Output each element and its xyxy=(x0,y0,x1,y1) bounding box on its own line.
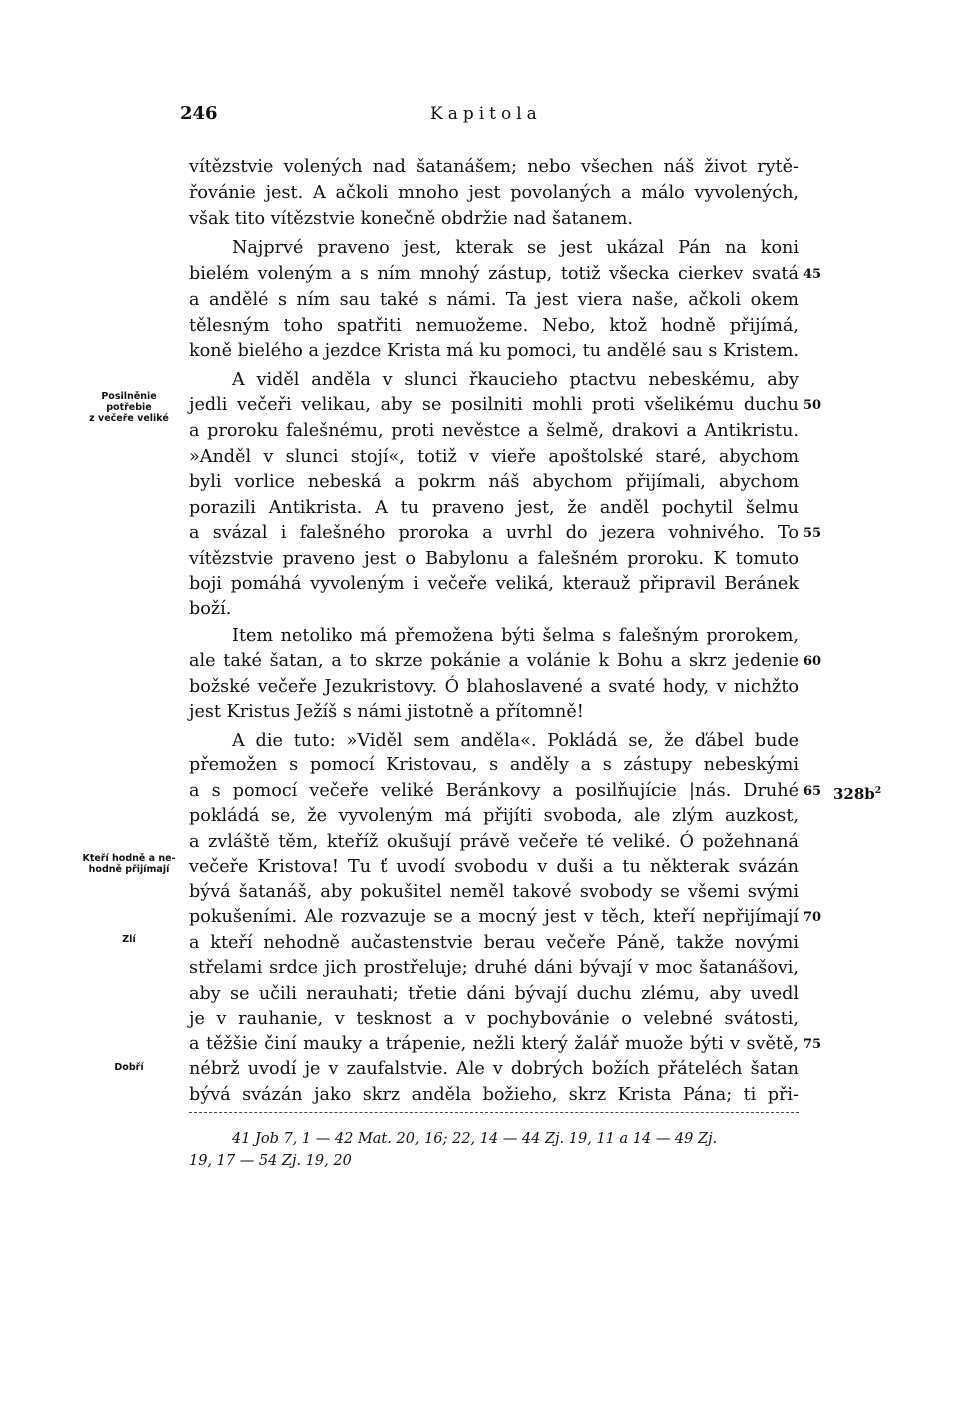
text-line: nébrž uvodí je v zaufalstvie. Ale v dobrých božích přáteléch šatan xyxy=(189,1059,799,1079)
text-line: a s pomocí večeře veliké Beránkovy a posilňujície |nás. Druhé xyxy=(189,781,799,801)
text-line: pokušeními. Ale rozvazuje se a mocný jest v těch, kteří nepřijímají xyxy=(189,907,799,927)
folio-number: 328b xyxy=(833,785,875,803)
text-line: je v rauhanie, v tesknost a v pochybovánie o velebné svátosti, xyxy=(189,1009,799,1029)
page-number: 246 xyxy=(180,103,218,124)
text-line: koně bielého a jezdce Krista má ku pomoci, tu andělé sau s Kristem. xyxy=(189,341,799,361)
text-line: bývá šatanáš, aby pokušitel neměl takové svobody se všemi svými xyxy=(189,882,799,902)
text-line: a těžšie činí mauky a trápenie, nežli který žalář muože býti v světě, xyxy=(189,1034,799,1054)
margin-note-line: Dobří xyxy=(114,1062,144,1073)
text-line: však tito vítězstvie konečně obdržie nad šatanem. xyxy=(189,209,634,229)
text-line: byli vorlice nebeská a pokrm náš abychom přijímali, abychom xyxy=(189,472,799,492)
text-line: boží. xyxy=(189,599,232,619)
text-line: boji pomáhá vyvoleným i večeře veliká, kterauž připravil Beránek xyxy=(189,574,799,594)
line-number: 75 xyxy=(803,1037,822,1052)
text-line: ale také šatan, a to skrze pokánie a volánie k Bohu a skrz jedenie xyxy=(189,651,799,671)
margin-note-line: z večeře veliké xyxy=(89,413,169,424)
margin-note-recipients xyxy=(76,853,182,875)
text-line: A viděl anděla v slunci řkaucieho ptactvu nebeskému, aby xyxy=(232,370,799,390)
margin-note-line: potřebie xyxy=(106,402,152,413)
chapter-title: Kapitola xyxy=(430,104,542,124)
text-line: řovánie jest. A ačkoli mnoho jest povolaných a málo vyvolených, xyxy=(189,183,799,203)
margin-note-line: Zlí xyxy=(122,934,136,945)
text-line: Item netoliko má přemožena býti šelma s falešným prorokem, xyxy=(232,626,799,646)
margin-note-evil xyxy=(76,934,182,945)
margin-note-strengthening xyxy=(76,391,182,424)
margin-note-line: hodně přijímají xyxy=(88,864,170,875)
footnote-line: 41 Job 7, 1 — 42 Mat. 20, 16; 22, 14 — 44 Zj. 19, 11 a 14 — 49 Zj. xyxy=(232,1131,718,1147)
text-line: bielém voleným a s ním mnohý zástup, totiž všecka cierkev svatá xyxy=(189,264,799,284)
margin-note-good xyxy=(76,1062,182,1073)
text-line: a proroku falešnému, proti nevěstce a šelmě, drakovi a Antikristu. xyxy=(189,421,799,441)
footnote-divider xyxy=(189,1112,799,1113)
text-line: aby se učili nerauhati; třetie dáni bývají duchu zlému, aby uvedl xyxy=(189,984,799,1004)
text-line: božské večeře Jezukristovy. Ó blahoslavené a svaté hody, v nichžto xyxy=(189,677,799,697)
footnote-line: 19, 17 — 54 Zj. 19, 20 xyxy=(189,1153,352,1169)
line-number: 70 xyxy=(803,910,822,925)
line-number: 65 xyxy=(803,784,822,799)
text-line: střelami srdce jich prostřeluje; druhé dáni bývají v moc šatanášovi, xyxy=(189,958,799,978)
folio-reference xyxy=(833,778,881,807)
text-line: »Anděl v slunci stojí«, totiž v vieře apoštolské staré, abychom xyxy=(189,447,799,467)
text-line: a svázal i falešného proroka a uvrhl do jezera vohnivého. To xyxy=(189,523,799,543)
text-line: a kteří nehodně aučastenstvie berau večeře Páně, takže novými xyxy=(189,933,799,953)
text-line: přemožen s pomocí Kristovau, s anděly a s zástupy nebeskými xyxy=(189,755,799,775)
text-line: pokládá se, že vyvoleným má přijíti svoboda, ale zlým auzkost, xyxy=(189,806,799,826)
text-line: porazili Antikrista. A tu praveno jest, že anděl pochytil šelmu xyxy=(189,498,799,518)
folio-superscript: 2 xyxy=(874,786,882,796)
line-number: 60 xyxy=(803,654,822,669)
margin-note-line: Kteří hodně a ne- xyxy=(82,853,176,864)
line-number: 55 xyxy=(803,526,822,541)
text-line: Najprvé praveno jest, kterak se jest ukázal Pán na koni xyxy=(232,238,799,258)
text-line: vítězstvie praveno jest o Babylonu a falešném proroku. K tomuto xyxy=(189,549,799,569)
text-line: jest Kristus Ježíš s námi jistotně a přítomně! xyxy=(189,702,584,722)
text-line: večeře Kristova! Tu ť uvodí svobodu v duši a tu některak svázán xyxy=(189,857,799,877)
text-line: bývá svázán jako skrz anděla božieho, skrz Krista Pána; ti při- xyxy=(189,1085,799,1105)
text-line: A die tuto: »Viděl sem anděla«. Pokládá se, že ďábel bude xyxy=(232,731,799,751)
text-line: a andělé s ním sau také s námi. Ta jest viera naše, ačkoli okem xyxy=(189,290,799,310)
line-number: 45 xyxy=(803,267,822,282)
text-line: tělesným toho spatřiti nemuožeme. Nebo, ktož hodně přijímá, xyxy=(189,316,799,336)
text-line: vítězstvie volených nad šatanášem; nebo všechen náš život rytě- xyxy=(189,157,799,177)
text-line: jedli večeři velikau, aby se posilniti mohli proti všelikému duchu xyxy=(189,395,799,415)
text-line: a zvláště těm, kteříž okušují právě večeře té veliké. Ó požehnaná xyxy=(189,832,799,852)
line-number: 50 xyxy=(803,398,822,413)
margin-note-line: Posilněnie xyxy=(101,391,157,402)
